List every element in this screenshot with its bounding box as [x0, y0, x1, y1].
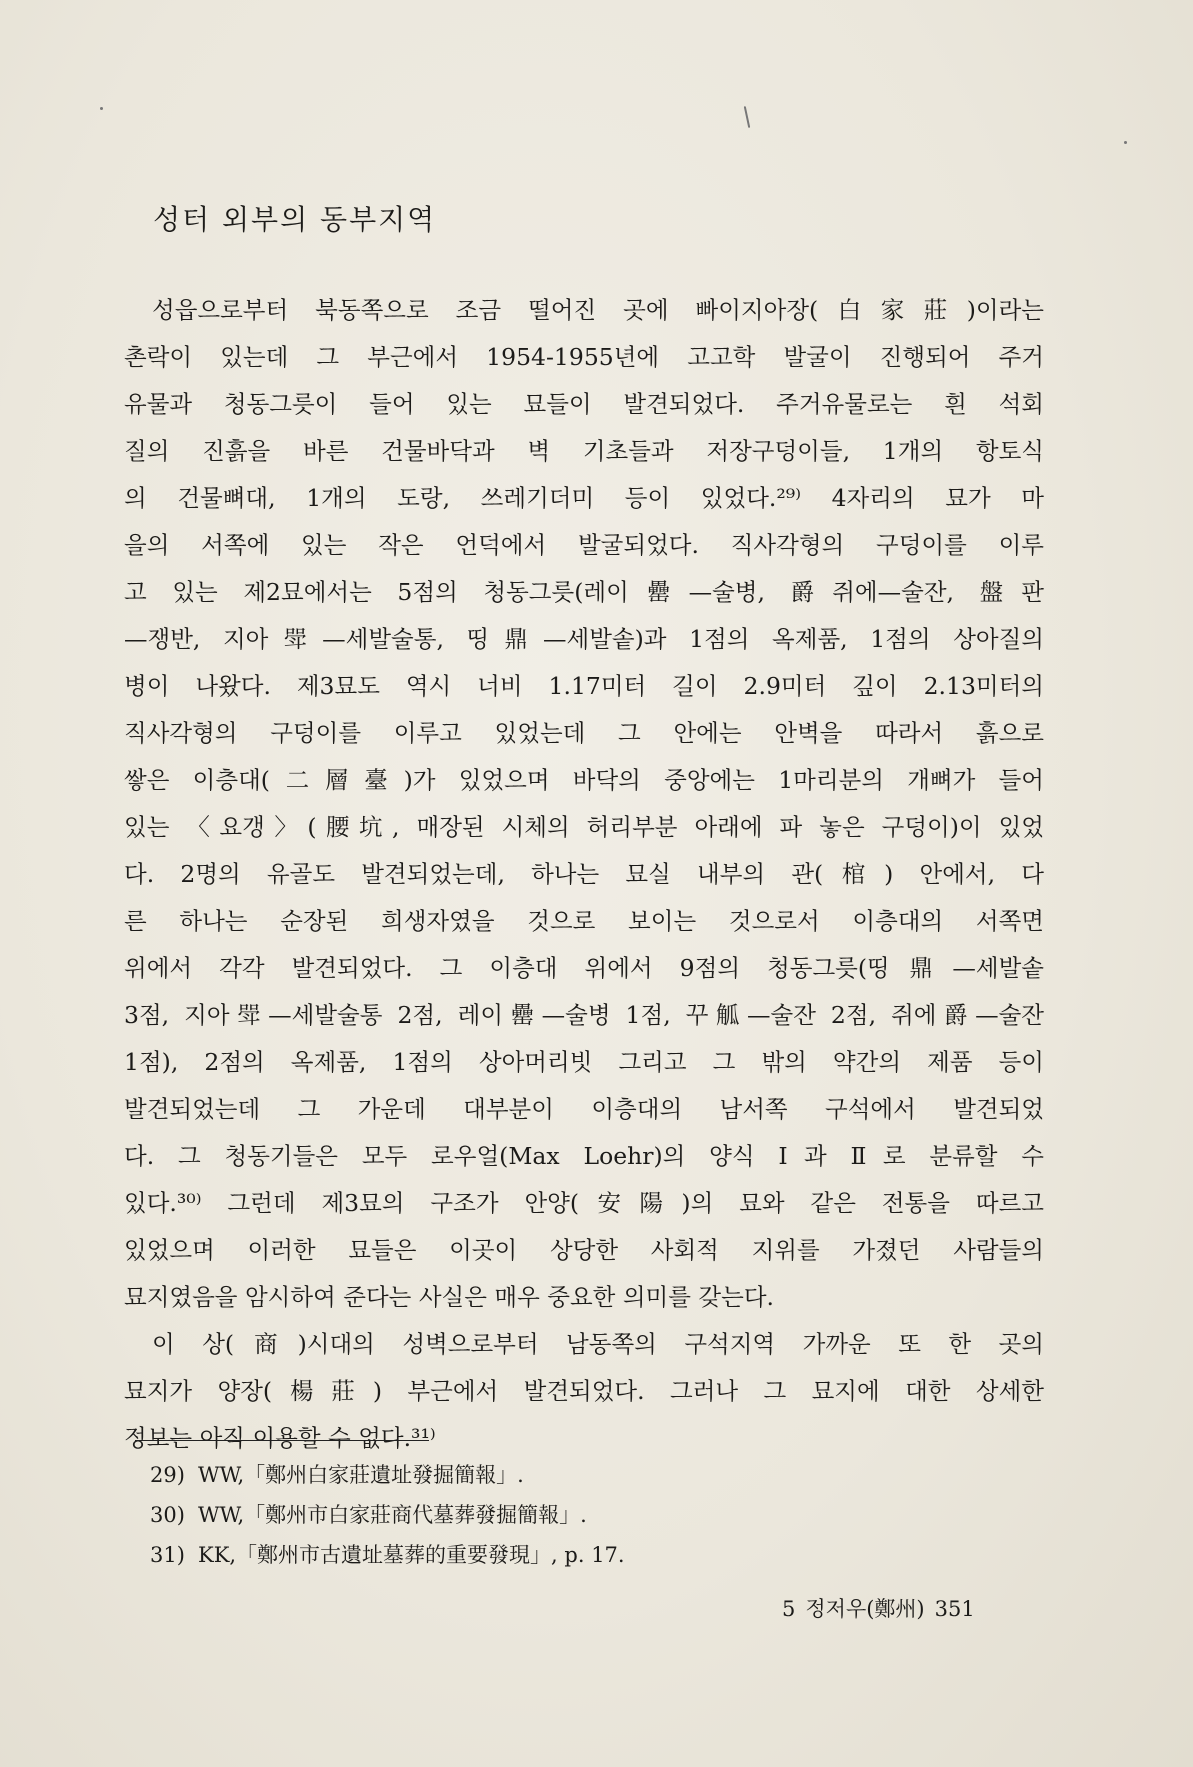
text-line: 발견되었는데 그 가운데 대부분이 이층대의 남서쪽 구석에서 발견되었: [124, 1095, 1044, 1123]
section-heading: 성터 외부의 동부지역: [153, 203, 437, 236]
paper-mark: [744, 106, 751, 128]
text-line: 유물과 청동그릇이 들어 있는 묘들이 발견되었다. 주거유물로는 흰 석회: [124, 390, 1044, 418]
footnote-number: 29): [150, 1463, 185, 1487]
footnote-29: [150, 1455, 625, 1495]
text-line: 다. 그 청동기들은 모두 로우얼(Max Loehr)의 양식 Ⅰ과 Ⅱ로 분류할 수: [124, 1142, 1044, 1170]
body-text: [124, 287, 1044, 1462]
footnote-text: KK,「鄭州市古遺址墓葬的重要發現」, p. 17.: [198, 1543, 625, 1567]
text-line: 위에서 각각 발견되었다. 그 이층대 위에서 9점의 청동그릇(띵鼎—세발솥: [124, 954, 1044, 982]
text-line: 있다.³⁰⁾ 그런데 제3묘의 구조가 안양(安陽)의 묘와 같은 전통을 따르고: [124, 1189, 1044, 1217]
text-line: 성읍으로부터 북동쪽으로 조금 떨어진 곳에 빠이지아장(白家莊)이라는: [152, 296, 1044, 324]
footnote-number: 30): [150, 1503, 185, 1527]
text-line: 이 상(商)시대의 성벽으로부터 남동쪽의 구석지역 가까운 또 한 곳의: [152, 1330, 1044, 1358]
paragraph-1: [124, 287, 1044, 1321]
footnote-text: WW,「鄭州白家莊遺址發掘簡報」.: [198, 1463, 524, 1487]
page-number: 351: [934, 1597, 975, 1621]
text-line: 쌓은 이층대(二層臺)가 있었으며 바닥의 중앙에는 1마리분의 개뼈가 들어: [124, 766, 1044, 794]
footnote-divider: [135, 1440, 429, 1441]
chapter-title: 정저우(鄭州): [805, 1597, 925, 1621]
footnote-number: 31): [150, 1543, 185, 1567]
text-line: 직사각형의 구덩이를 이루고 있었는데 그 안에는 안벽을 따라서 흙으로: [124, 719, 1044, 747]
text-line: 질의 진흙을 바른 건물바닥과 벽 기초들과 저장구덩이들, 1개의 항토식: [124, 437, 1044, 465]
text-line: 을의 서쪽에 있는 작은 언덕에서 발굴되었다. 직사각형의 구덩이를 이루: [124, 531, 1044, 559]
text-line: 병이 나왔다. 제3묘도 역시 너비 1.17미터 길이 2.9미터 깊이 2.13미터의: [124, 672, 1044, 700]
text-line: 고 있는 제2묘에서는 5점의 청동그릇(레이罍—술병, 爵쥐에—술잔, 盤판: [124, 578, 1044, 606]
text-line: 묘지가 양장(楊莊) 부근에서 발견되었다. 그러나 그 묘지에 대한 상세한: [124, 1377, 1044, 1405]
text-line: 1점), 2점의 옥제품, 1점의 상아머리빗 그리고 그 밖의 약간의 제품 등이: [124, 1048, 1044, 1076]
text-line: 3점, 지아斝—세발술통 2점, 레이罍—술병 1점, 꾸觚—술잔 2점, 쥐에爵—술잔: [124, 1001, 1044, 1029]
chapter-number: 5: [782, 1597, 796, 1621]
footnote-31: [150, 1535, 625, 1575]
paper-speck: [100, 107, 103, 110]
footnotes: [150, 1455, 625, 1575]
text-line: 른 하나는 순장된 희생자였을 것으로 보이는 것으로서 이층대의 서쪽면: [124, 907, 1044, 935]
text-line: 있는 〈요갱〉(腰坑, 매장된 시체의 허리부분 아래에 파 놓은 구덩이)이 있었: [124, 813, 1044, 841]
footnote-text: WW,「鄭州市白家莊商代墓葬發掘簡報」.: [198, 1503, 587, 1527]
text-line: 다. 2명의 유골도 발견되었는데, 하나는 묘실 내부의 관(棺) 안에서, 다: [124, 860, 1044, 888]
text-line: —쟁반, 지아斝—세발술통, 띵鼎—세발솥)과 1점의 옥제품, 1점의 상아질의: [124, 625, 1044, 653]
footnote-30: [150, 1495, 625, 1535]
text-line: 있었으며 이러한 묘들은 이곳이 상당한 사회적 지위를 가졌던 사람들의: [124, 1236, 1044, 1264]
text-line: 묘지였음을 암시하여 준다는 사실은 매우 중요한 의미를 갖는다.: [124, 1283, 774, 1311]
paper-speck: [1124, 141, 1127, 144]
text-line: 정보는 아직 이용할 수 없다.³¹⁾: [124, 1424, 436, 1452]
text-line: 촌락이 있는데 그 부근에서 1954-1955년에 고고학 발굴이 진행되어 주거: [124, 343, 1044, 371]
running-footer: [782, 1593, 985, 1623]
text-line: 의 건물뼈대, 1개의 도랑, 쓰레기더미 등이 있었다.²⁹⁾ 4자리의 묘가 마: [124, 484, 1044, 512]
